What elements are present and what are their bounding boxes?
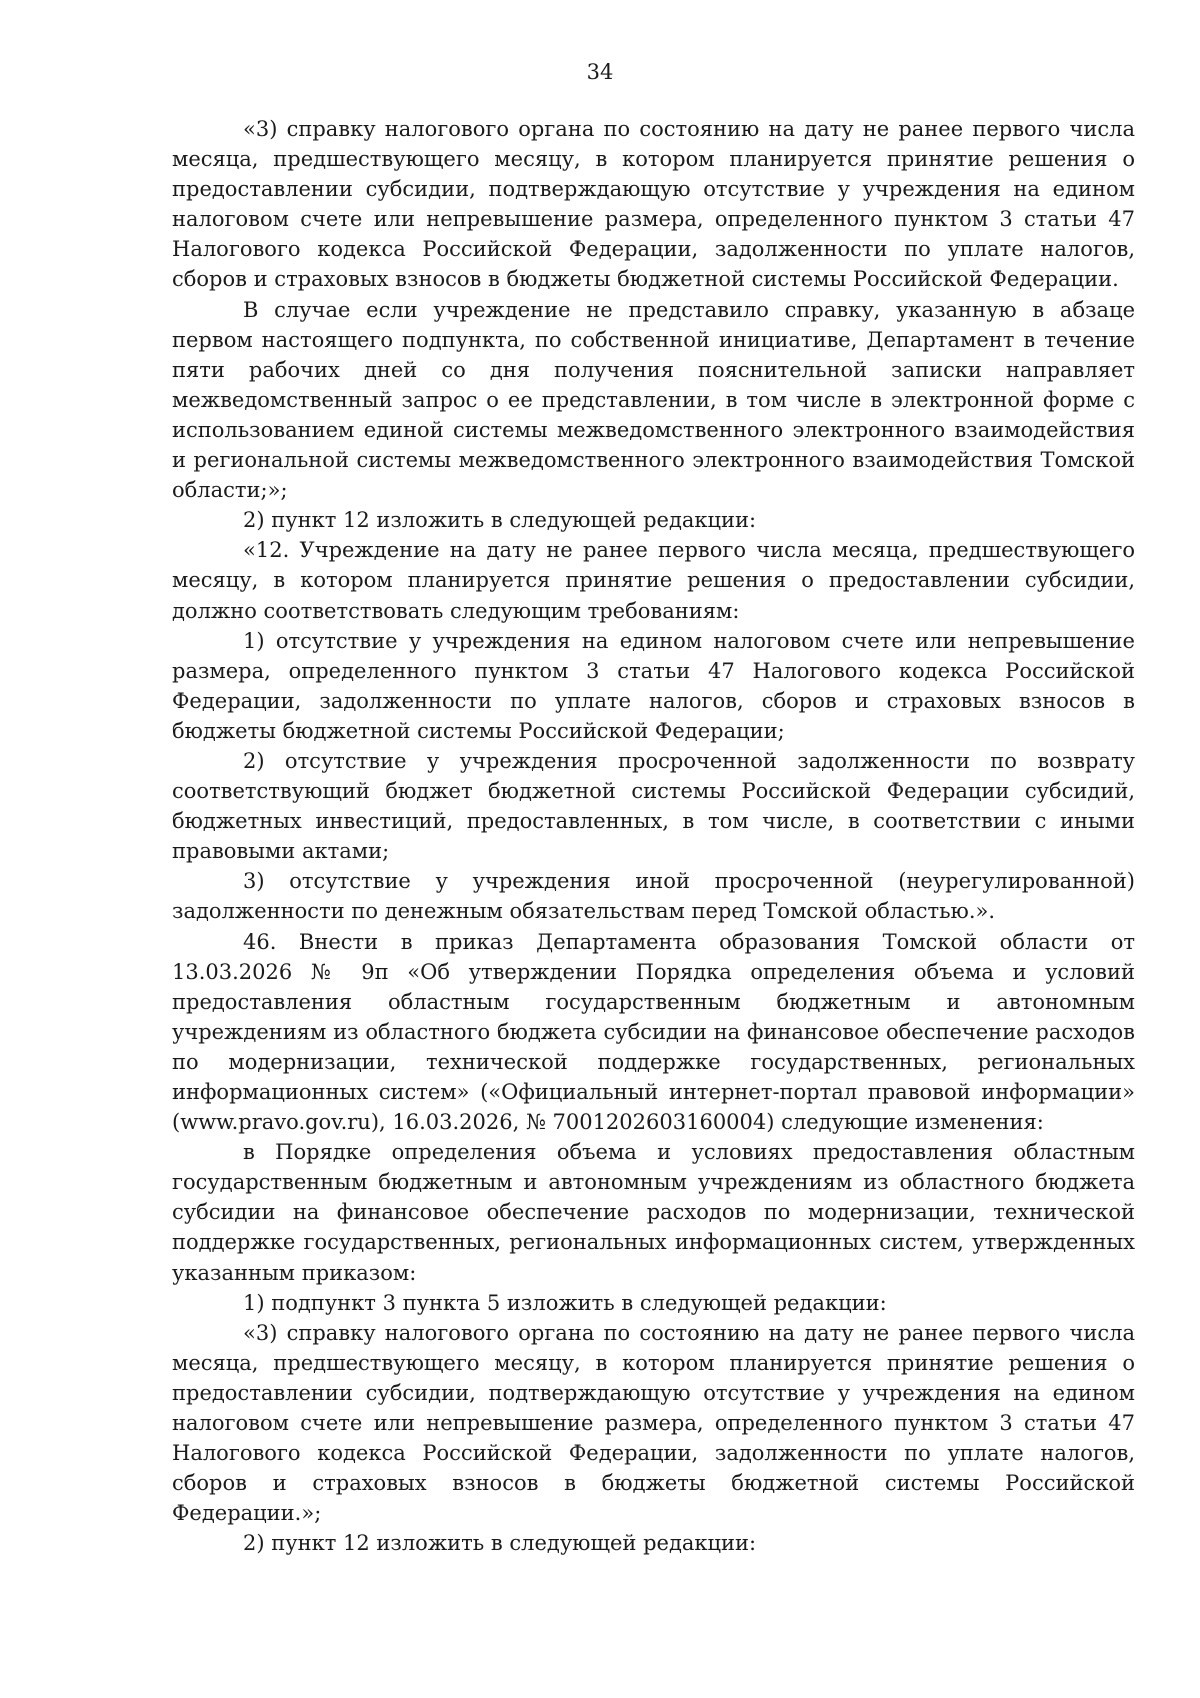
paragraph-tax-certificate: «3) справку налогового органа по состоянию на дату не ранее первого числа месяца, предшествующего месяцу, в котором планируется принятие решения о предоставлении субсидии, подтверждающую отсутствие у учреждения на едином налоговом счете или непревышение размера, определенного пунктом 3 статьи 47 Налогового кодекса Российской Федерации, задолженности по уплате налогов, сборов и страховых взносов в бюджеты бюджетной системы Российской Федерации. — [172, 117, 1135, 292]
paragraph-requirement-2: 2) отсутствие у учреждения просроченной задолженности по возврату соответствующий бюджет бюджетной системы Российской Федерации субсидий, бюджетных инвестиций, предоставленных, в том числе, в соответствии с иными правовыми актами; — [172, 748, 1135, 864]
page-number: 34 — [586, 60, 614, 84]
paragraph-requirement-3: 3) отсутствие у учреждения иной просроченной (неурегулированной) задолженности по денежным обязательствам перед Томской областью.». — [172, 869, 1135, 924]
paragraph-item-12-amendment: 2) пункт 12 изложить в следующей редакции: — [243, 508, 757, 533]
paragraph-subitem-3-amendment: 1) подпункт 3 пункта 5 изложить в следующей редакции: — [243, 1290, 887, 1315]
paragraph-interagency-request: В случае если учреждение не представило справку, указанную в абзаце первом настоящего подпункта, по собственной инициативе, Департамент в течение пяти рабочих дней со дня получения пояснительной записки направляет межведомственный запрос о ее представлении, в том числе в электронной форме с использованием единой системы межведомственного электронного взаимодействия и региональной системы межведомственного электронного взаимодействия Томской области;»; — [172, 297, 1135, 503]
paragraph-section-46: 46. Внести в приказ Департамента образования Томской области от 13.03.2026 № 9п «Об утверждении Порядка определения объема и условий предоставления областным государственным бюджетным и автономным учреждениям из областного бюджета субсидии на финансовое обеспечение расходов по модернизации, технической поддержке государственных, региональных информационных систем» («Официальный интернет-портал правовой информации» (www.pravo.gov.ru), 16.03.2026, № 7001202603160004) следующие изменения: — [172, 929, 1135, 1135]
paragraph-procedure-intro: в Порядке определения объема и условиях предоставления областным государственным бюджетным и автономным учреждениям из областного бюджета субсидии на финансовое обеспечение расходов по модернизации, технической поддержке государственных, региональных информационных систем, утвержденных указанным приказом: — [172, 1140, 1135, 1285]
paragraph-item-12-amendment-2: 2) пункт 12 изложить в следующей редакции: — [243, 1531, 757, 1556]
paragraph-item-12-requirements: «12. Учреждение на дату не ранее первого числа месяца, предшествующего месяцу, в котором планируется принятие решения о предоставлении субсидии, должно соответствовать следующим требованиям: — [172, 538, 1135, 623]
paragraph-requirement-1: 1) отсутствие у учреждения на едином налоговом счете или непревышение размера, определенного пунктом 3 статьи 47 Налогового кодекса Российской Федерации, задолженности по уплате налогов, сборов и страховых взносов в бюджеты бюджетной системы Российской Федерации; — [172, 628, 1135, 743]
paragraph-tax-certificate-new: «3) справку налогового органа по состоянию на дату не ранее первого числа месяца, предшествующего месяцу, в котором планируется принятие решения о предоставлении субсидии, подтверждающую отсутствие у учреждения на едином налоговом счете или непревышение размера, определенного пунктом 3 статьи 47 Налогового кодекса Российской Федерации, задолженности по уплате налогов, сборов и страховых взносов в бюджеты бюджетной системы Российской Федерации.»; — [172, 1320, 1135, 1526]
document-body — [172, 114, 1135, 1559]
